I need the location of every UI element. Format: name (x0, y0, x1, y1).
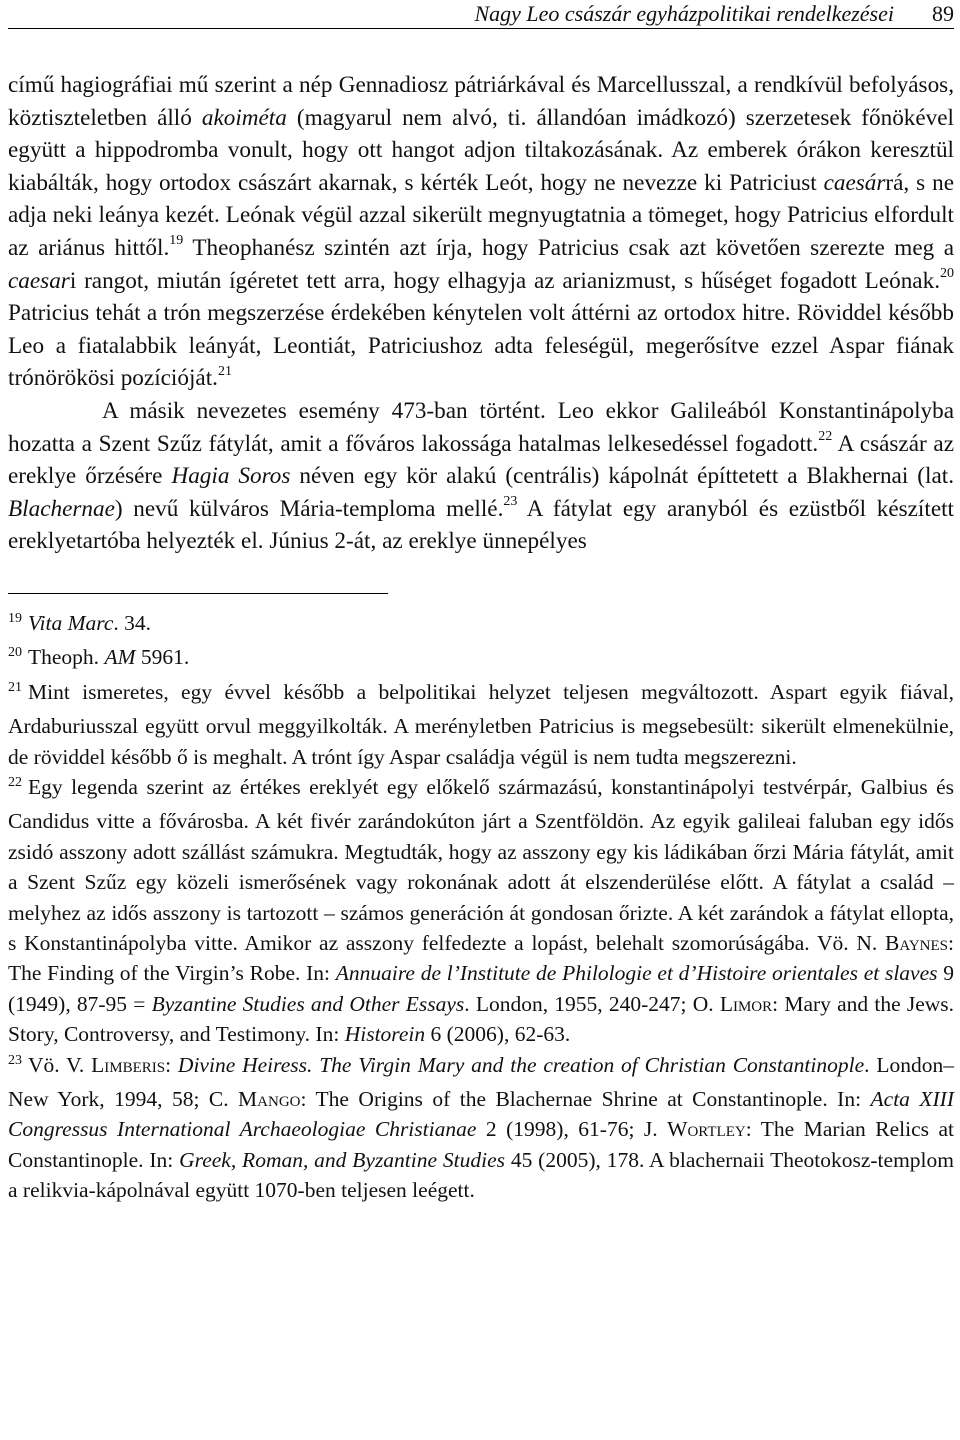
main-text (8, 69, 954, 558)
author-name: Mango (238, 1087, 301, 1111)
text-span-italic: caesár (823, 169, 886, 196)
text-span: : The Finding of the Virgin’s Robe. In: (8, 930, 954, 986)
text-span-italic: Blachernae (8, 495, 115, 522)
footnote-number: 23 (8, 1052, 22, 1068)
text-span: 2 (1998), 61-76; J. (476, 1117, 668, 1142)
text-span-italic: Acta XIII Congressus International Archaeologiae Christianae (8, 1087, 954, 1142)
text-span: A másik nevezetes esemény 473-ban történt. Leo ekkor Galileából Konstantinápolyba hozatta a Szent Szűz fátylát, amit a főváros lakossága hatalmas lelkesedéssel fogadott. (8, 397, 954, 457)
text-span: ) nevű külváros Mária-temploma mellé. (114, 495, 504, 522)
paragraph-2 (8, 395, 954, 558)
footnote-number: 22 (8, 774, 22, 790)
text-span-italic: Vita Marc (28, 610, 114, 635)
text-span: Theoph. (28, 645, 105, 670)
footnote-ref-19[interactable]: 19 (169, 233, 184, 249)
footnote-20 (8, 642, 954, 676)
footnote-number: 19 (8, 610, 22, 626)
author-name: Wortley (667, 1117, 746, 1142)
text-span-italic: AM (104, 645, 136, 670)
text-span: : The Origins of the Blachernae Shrine at Constantinople. In: (300, 1087, 871, 1111)
text-span: Egy legenda szerint az értékes ereklyét egy előkelő származású, konstantinápolyi testvérpár, Galbius és Candidus vitte a fővárosba. A két fivér zarándokúton járt a Szentföldön. Az egyik galileai faluban egy idős zsidó asszony adott szállást számukra. Megtudták, hogy az asszony egy kis ládikában őrzi Mária fátylát, amit a Szent Szűz egy közeli ismerősének vagy rokonának adott át elszenderülése előtt. A fátylat a család – melyhez az idős asszony is tartozott – számos generáción át gondosan őrizte. A két zarándok a fátylat ellopta, s Konstantinápolyba vitte. Amikor az asszony felfedezte a lopást, belehalt szomorúságába. Vö. N. (8, 774, 954, 955)
text-span-italic: akoiméta (201, 104, 287, 131)
text-span: (magyarul nem alvó, ti. állandóan imádkozó) szerzetesek főnökével együtt a hippodromba vonult, hogy ott hangot adjon tiltakozásának. Az emberek órákon keresztül kiabálták, hogy ortodox császárt akarnak, s kérték Leót, hogy ne nevezze ki Patriciust (8, 104, 955, 196)
footnote-19 (8, 608, 954, 642)
footnote-ref-22[interactable]: 22 (818, 428, 833, 444)
footnote-22 (8, 772, 954, 1050)
author-name: Baynes (885, 930, 949, 955)
text-span-italic: Byzantine Studies and Other Essays (151, 991, 465, 1016)
author-name: Limor (719, 991, 773, 1016)
footnote-23 (8, 1050, 954, 1206)
footnotes (8, 608, 954, 1206)
footnote-ref-23[interactable]: 23 (503, 493, 518, 509)
footnote-divider (8, 593, 388, 594)
text-span: 45 (2005), 178. A blachernaii Theotokosz-templom a relikvia-kápolnával együtt 1070-ben teljesen leégett. (8, 1147, 954, 1203)
text-span: 6 (2006), 62-63. (425, 1022, 571, 1047)
text-span: i rangot, miután ígéretet tett arra, hogy elhagyja az arianizmust, s hűséget fogadott Leónak. (69, 267, 940, 294)
page-number: 89 (932, 1, 954, 26)
text-span-italic: Hagia Soros (171, 463, 291, 490)
text-span: 9 (1949), 87-95 = (8, 961, 955, 1016)
footnote-21 (8, 677, 954, 772)
text-span: : (165, 1052, 178, 1077)
text-span: : The Marian Relics at Constantinople. In: (8, 1117, 955, 1172)
author-name: Limberis (91, 1052, 166, 1077)
text-span-italic: Greek, Roman, and Byzantine Studies (179, 1147, 505, 1172)
text-span: rá, s ne adja neki leánya kezét. Leónak végül azzal sikerült megnyugtatnia a tömeget, hogy Patricius elfordult az ariánus hittől. (8, 169, 954, 261)
text-span: A császár az ereklye őrzésére (8, 430, 954, 490)
text-span: . London, 1955, 240-247; O. (464, 991, 720, 1016)
footnote-ref-21[interactable]: 21 (217, 363, 232, 379)
text-span-italic: Divine Heiress. The Virgin Mary and the creation of Christian Constantinople (177, 1052, 865, 1077)
text-span: Mint ismeretes, egy évvel később a belpolitikai helyzet teljesen megváltozott. Aspart egyik fiával, Ardaburiusszal együtt orvul meggyilkolták. A merényletben Patricius is megsebesült: sikerült elmenekülnie, de röviddel később ő is meghalt. A trónt így Aspar családja végül is nem tudta megszerezni. (8, 679, 954, 769)
header-title: Nagy Leo császár egyházpolitikai rendelkezései (474, 1, 894, 26)
text-span: : Mary and the Jews. Story, Controversy, and Testimony. In: (8, 991, 955, 1047)
text-span-italic: caesar (8, 267, 70, 294)
text-span: A fátylat egy aranyból és ezüstből készített ereklyetartóba helyezték el. Június 2-át, az ereklye ünnepélyes (8, 495, 954, 555)
text-span: 5961. (135, 645, 190, 670)
text-span: Theophanész szintén azt írja, hogy Patricius csak azt követően szerezte meg a (183, 234, 955, 261)
text-span: Patricius tehát a trón megszerzése érdekében kénytelen volt áttérni az ortodox hitre. Röviddel később Leo a fiatalabbik leányát, Leontiát, Patriciushoz adta feleségül, megerősítve ezzel Aspar fiának trónörökösi pozícióját. (8, 300, 954, 392)
text-span-italic: Annuaire de l’Institute de Philologie et d’Histoire orientales et slaves (335, 961, 938, 986)
running-header (8, 0, 954, 29)
text-span: . London–New York, 1994, 58; C. (8, 1052, 954, 1111)
document-page (8, 0, 954, 1206)
footnote-number: 20 (8, 645, 22, 661)
text-span: Vö. V. (28, 1052, 92, 1077)
paragraph-1 (8, 69, 954, 395)
text-span: néven egy kör alakú (centrális) kápolnát építtetett a Blakhernai (lat. (290, 463, 954, 490)
text-span-italic: Historein (344, 1022, 426, 1047)
text-span: című hagiográfiai mű szerint a nép Gennadiosz pátriárkával és Marcellusszal, a rendkívül befolyásos, köztiszteletben álló (8, 72, 954, 131)
footnote-number: 21 (8, 679, 22, 695)
footnote-ref-20[interactable]: 20 (940, 265, 954, 281)
text-span: . 34. (113, 610, 152, 635)
